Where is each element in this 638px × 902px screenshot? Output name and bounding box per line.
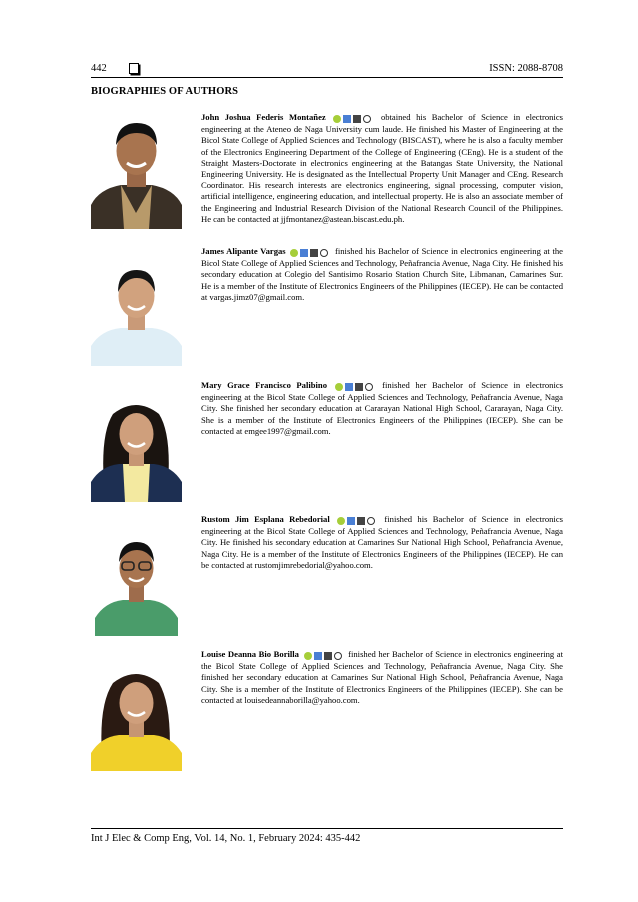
orcid-icon[interactable]	[337, 517, 345, 525]
web-of-science-icon[interactable]	[334, 652, 342, 660]
orcid-icon[interactable]	[333, 115, 341, 123]
google-scholar-icon[interactable]	[345, 383, 353, 391]
orcid-icon[interactable]	[335, 383, 343, 391]
author-bio-text: finished his Bachelor of Science in electronics engineering at the Bicol State College of Applied Sciences and Technology, Peñafrancia Avenue, Naga City. He finished his secondary education at Camarines Sur National High School, Peñafrancia Avenue, Naga City. He is a member of the Institute of Electronics Engineers of the Philippines (IECEP). He can be contacted at rustomjimrebedorial@yahoo.com.	[201, 514, 563, 570]
orcid-icon[interactable]	[304, 652, 312, 660]
web-of-science-icon[interactable]	[320, 249, 328, 257]
author-bio	[201, 246, 563, 303]
orcid-icon[interactable]	[290, 249, 298, 257]
page-number: 442	[91, 63, 107, 74]
author-bio-text: finished her Bachelor of Science in electronics engineering at the Bicol State College of Applied Sciences and Technology, Peñafrancia Avenue, Naga City. She finished her secondary education at Cararayan National High School, Cararayan, Naga City. She is a member of the Institute of Electronics Engineers of the Philippines (IECEP). She can be contacted at emgee1997@gmail.com.	[201, 380, 563, 436]
google-scholar-icon[interactable]	[314, 652, 322, 660]
author-bio	[201, 380, 563, 437]
author-name: Mary Grace Francisco Palibino	[201, 380, 327, 390]
google-scholar-icon[interactable]	[343, 115, 351, 123]
author-profile-icons	[290, 247, 330, 258]
author-bio-text: finished her Bachelor of Science in electronics engineering at the Bicol State College of Applied Sciences and Technology, Peñafrancia Avenue, Naga City. She finished her secondary education at Camarines Sur National High School, Peñafrancia Avenue, Naga City. She is a member of the Institute of Electronics Engineers of the Philippines (IECEP). She can be contacted at louisedeannaborilla@yahoo.com.	[201, 649, 563, 705]
author-name: Louise Deanna Bio Borilla	[201, 649, 299, 659]
author-bio	[201, 112, 563, 225]
scopus-icon[interactable]	[353, 115, 361, 123]
author-photo	[91, 667, 182, 771]
google-scholar-icon[interactable]	[300, 249, 308, 257]
author-photo	[91, 113, 182, 229]
author-bio	[201, 514, 563, 571]
web-of-science-icon[interactable]	[367, 517, 375, 525]
author-profile-icons	[335, 381, 375, 392]
google-scholar-icon[interactable]	[347, 517, 355, 525]
author-bio-text: finished his Bachelor of Science in electronics engineering at the Bicol State College of Applied Sciences and Technology, Peñafrancia Avenue, Naga City. He finished his secondary education at Colegio del Santisimo Rosario Station Church Site, Libmanan, Camarines Sur. He is a member of the Institute of Electronics Engineers of the Philippines (IECEP). He can be contacted at vargas.jimz07@gmail.com.	[201, 246, 563, 302]
author-name: James Alipante Vargas	[201, 246, 286, 256]
scopus-icon[interactable]	[357, 517, 365, 525]
author-photo	[91, 396, 182, 502]
web-of-science-icon[interactable]	[363, 115, 371, 123]
issn: ISSN: 2088-8708	[489, 63, 563, 74]
author-photo	[91, 538, 182, 636]
footer-rule	[91, 828, 563, 829]
author-bio	[201, 649, 563, 706]
scopus-icon[interactable]	[355, 383, 363, 391]
section-title: BIOGRAPHIES OF AUTHORS	[91, 86, 239, 97]
author-profile-icons	[304, 650, 344, 661]
author-profile-icons	[333, 113, 373, 124]
author-name: Rustom Jim Esplana Rebedorial	[201, 514, 330, 524]
scopus-icon[interactable]	[324, 652, 332, 660]
author-bio-text: obtained his Bachelor of Science in electronics engineering at the Ateneo de Naga University cum laude. He finished his Master of Engineering at the Bicol State College of Applied Sciences and Technology (BISCAST), where he is also a faculty member of the Electronics Engineering Department of the College of Engineering (CEng). He is a student of the Straight Masters-Doctorate in electronics engineering at the Batangas State University, the National Engineering University. He is designated as the Intellectual Property Unit Manager and CEng. Research Coordinator. His research interests are electronics engineering, signal processing, computer vision, artificial intelligence, engineering education, and intellectual property. He is also an associate member of the Engineering and Industrial Research Division of the National Research Council of the Philippines. He can be contacted at jjfmontanez@astean.biscast.edu.ph.	[201, 112, 563, 224]
page-header	[91, 62, 563, 76]
author-photo	[91, 264, 182, 366]
author-name: John Joshua Federis Montañez	[201, 112, 326, 122]
header-rule	[91, 77, 563, 78]
page-footer: Int J Elec & Comp Eng, Vol. 14, No. 1, February 2024: 435-442	[91, 833, 361, 844]
journal-square-icon	[129, 63, 139, 74]
author-profile-icons	[337, 515, 377, 526]
scopus-icon[interactable]	[310, 249, 318, 257]
web-of-science-icon[interactable]	[365, 383, 373, 391]
